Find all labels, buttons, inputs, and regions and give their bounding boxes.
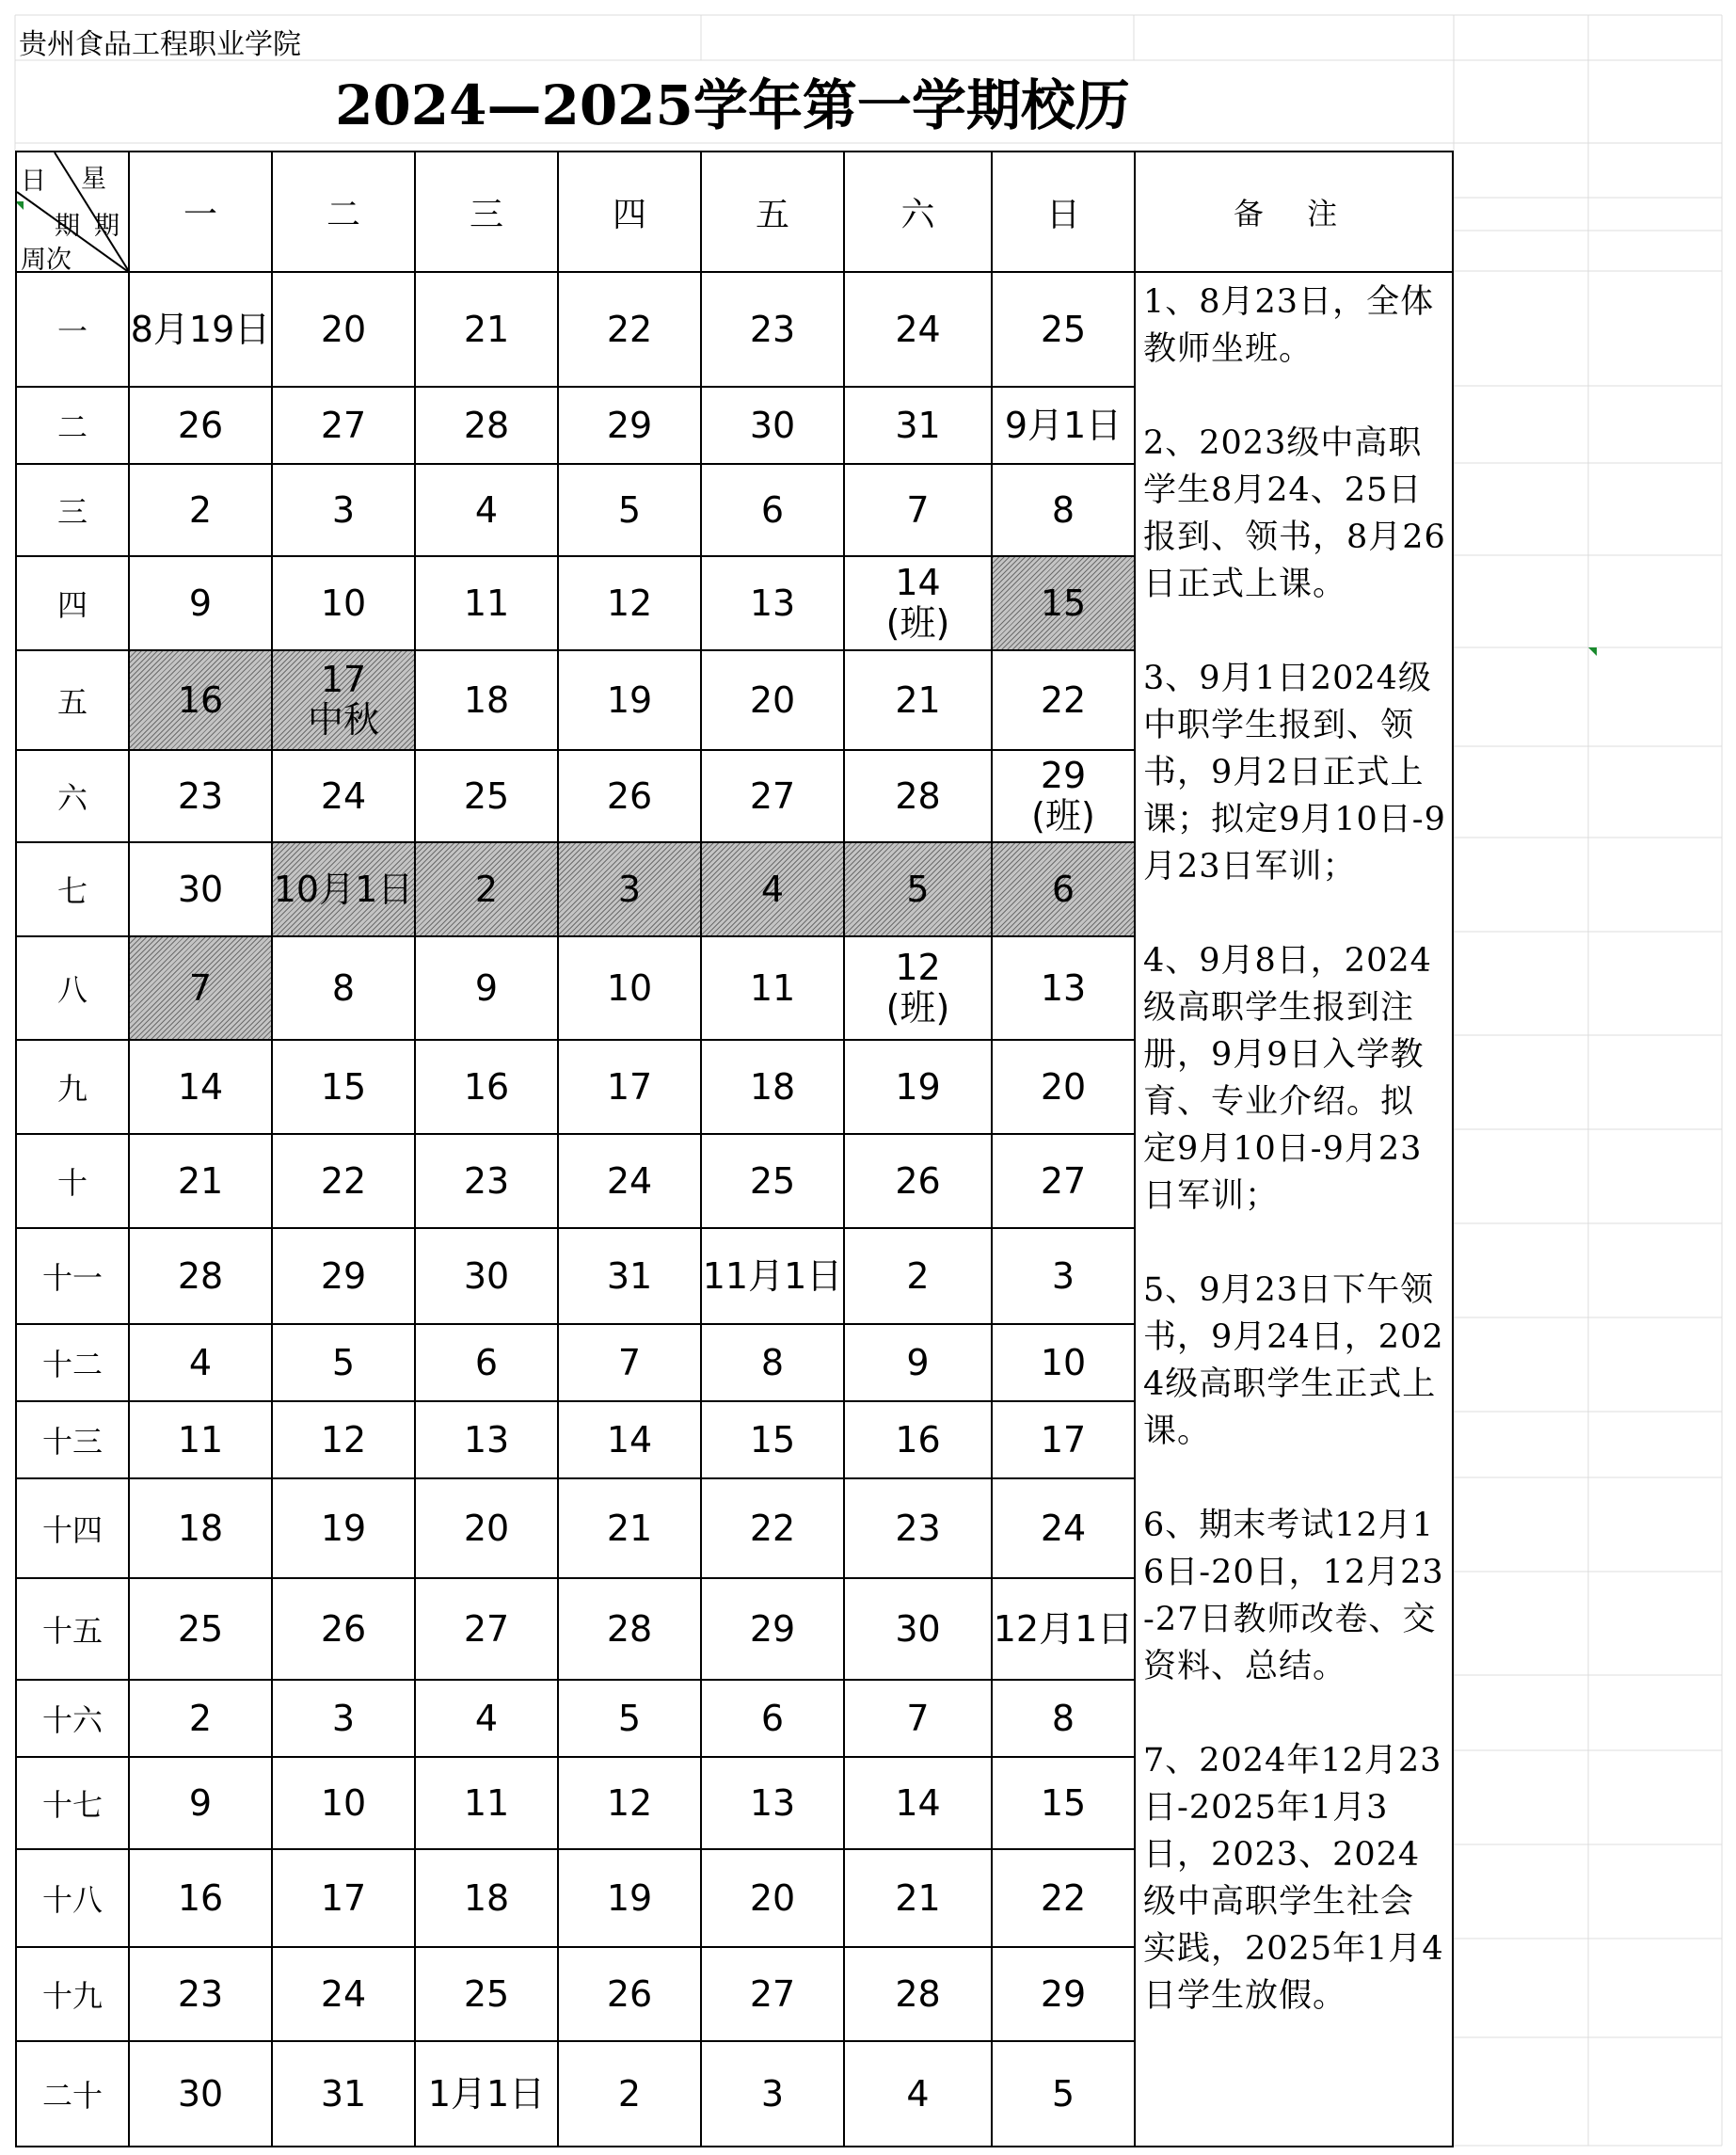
remarks-header: 备 注 (1135, 152, 1453, 272)
corner-zhouci: 周次 (21, 246, 72, 272)
day-cell: 16 (129, 1849, 272, 1947)
day-cell: 8 (272, 936, 415, 1040)
day-cell: 9月1日 (992, 387, 1135, 464)
day-cell: 11 (701, 936, 844, 1040)
day-cell: 2 (129, 1680, 272, 1757)
day-cell: 17 中秋 (272, 650, 415, 750)
day-cell: 14 (129, 1040, 272, 1134)
day-cell: 8月19日 (129, 272, 272, 387)
day-cell: 21 (129, 1134, 272, 1228)
week-number-cell: 六 (16, 750, 129, 842)
day-cell: 1月1日 (415, 2041, 558, 2147)
day-cell: 3 (272, 464, 415, 556)
day-cell: 11 (415, 1757, 558, 1849)
day-cell: 6 (701, 1680, 844, 1757)
day-cell: 2 (844, 1228, 992, 1324)
day-cell: 5 (558, 1680, 701, 1757)
day-cell: 13 (992, 936, 1135, 1040)
day-cell: 22 (701, 1478, 844, 1578)
day-cell: 20 (701, 650, 844, 750)
corner-qi-left: 期 (55, 212, 80, 241)
day-cell: 17 (558, 1040, 701, 1134)
day-cell: 2 (558, 2041, 701, 2147)
week-number-cell: 三 (16, 464, 129, 556)
day-cell: 3 (272, 1680, 415, 1757)
day-cell: 18 (129, 1478, 272, 1578)
day-cell: 23 (415, 1134, 558, 1228)
day-cell: 22 (992, 1849, 1135, 1947)
day-cell: 11月1日 (701, 1228, 844, 1324)
day-cell: 28 (415, 387, 558, 464)
day-cell: 11 (129, 1401, 272, 1478)
week-number-cell: 十三 (16, 1401, 129, 1478)
week-number-cell: 十五 (16, 1578, 129, 1680)
day-cell: 13 (701, 556, 844, 650)
day-cell: 16 (129, 650, 272, 750)
day-cell: 4 (701, 842, 844, 936)
day-cell: 14 (班) (844, 556, 992, 650)
day-cell: 3 (992, 1228, 1135, 1324)
day-cell: 4 (415, 464, 558, 556)
day-cell: 6 (701, 464, 844, 556)
day-cell: 12月1日 (992, 1578, 1135, 1680)
day-cell: 8 (992, 1680, 1135, 1757)
day-cell: 30 (844, 1578, 992, 1680)
day-cell: 4 (844, 2041, 992, 2147)
day-cell: 6 (415, 1324, 558, 1401)
day-cell: 5 (558, 464, 701, 556)
day-cell: 30 (701, 387, 844, 464)
weekday-header-fri: 五 (701, 152, 844, 272)
day-cell: 21 (844, 1849, 992, 1947)
day-cell: 20 (415, 1478, 558, 1578)
day-cell: 12 (558, 1757, 701, 1849)
day-cell: 25 (992, 272, 1135, 387)
weekday-header-thu: 四 (558, 152, 701, 272)
college-name: 贵州食品工程职业学院 (19, 28, 301, 61)
day-cell: 17 (272, 1849, 415, 1947)
weekday-header-mon: 一 (129, 152, 272, 272)
week-number-cell: 十四 (16, 1478, 129, 1578)
day-cell: 4 (415, 1680, 558, 1757)
day-cell: 27 (701, 750, 844, 842)
day-cell: 13 (701, 1757, 844, 1849)
week-number-cell: 十一 (16, 1228, 129, 1324)
day-cell: 23 (844, 1478, 992, 1578)
day-cell: 10 (992, 1324, 1135, 1401)
day-cell: 26 (558, 750, 701, 842)
day-cell: 29 (992, 1947, 1135, 2041)
week-number-cell: 一 (16, 272, 129, 387)
day-cell: 23 (129, 750, 272, 842)
day-cell: 15 (992, 556, 1135, 650)
day-cell: 20 (272, 272, 415, 387)
day-cell: 15 (992, 1757, 1135, 1849)
week-number-cell: 八 (16, 936, 129, 1040)
day-cell: 29 (701, 1578, 844, 1680)
day-cell: 29 (558, 387, 701, 464)
day-cell: 6 (992, 842, 1135, 936)
day-cell: 22 (992, 650, 1135, 750)
day-cell: 31 (272, 2041, 415, 2147)
day-cell: 22 (272, 1134, 415, 1228)
week-number-cell: 十六 (16, 1680, 129, 1757)
day-cell: 3 (558, 842, 701, 936)
remark-item: 7、2024年12月23日-2025年1月3日，2023、2024级中高职学生社会实践，2025年1月4日学生放假。 (1143, 1742, 1444, 2015)
day-cell: 19 (558, 1849, 701, 1947)
day-cell: 26 (129, 387, 272, 464)
day-cell: 27 (415, 1578, 558, 1680)
day-cell: 5 (992, 2041, 1135, 2147)
day-cell: 21 (844, 650, 992, 750)
week-number-cell: 十八 (16, 1849, 129, 1947)
week-number-cell: 二 (16, 387, 129, 464)
day-cell: 25 (129, 1578, 272, 1680)
day-cell: 27 (992, 1134, 1135, 1228)
weekday-header-wed: 三 (415, 152, 558, 272)
day-cell: 26 (844, 1134, 992, 1228)
day-cell: 18 (701, 1040, 844, 1134)
day-cell: 8 (701, 1324, 844, 1401)
week-row (16, 272, 1453, 387)
day-cell: 4 (129, 1324, 272, 1401)
day-cell: 29 (272, 1228, 415, 1324)
week-number-cell: 四 (16, 556, 129, 650)
day-cell: 23 (701, 272, 844, 387)
day-cell: 14 (844, 1757, 992, 1849)
day-cell: 10 (272, 556, 415, 650)
day-cell: 24 (558, 1134, 701, 1228)
day-cell: 20 (701, 1849, 844, 1947)
day-cell: 30 (415, 1228, 558, 1324)
day-cell: 14 (558, 1401, 701, 1478)
week-number-cell: 五 (16, 650, 129, 750)
weekday-header-tue: 二 (272, 152, 415, 272)
week-number-cell: 七 (16, 842, 129, 936)
day-cell: 27 (272, 387, 415, 464)
day-cell: 16 (844, 1401, 992, 1478)
day-cell: 30 (129, 2041, 272, 2147)
day-cell: 16 (415, 1040, 558, 1134)
day-cell: 19 (844, 1040, 992, 1134)
day-cell: 7 (844, 1680, 992, 1757)
day-cell: 26 (272, 1578, 415, 1680)
day-cell: 28 (558, 1578, 701, 1680)
day-cell: 27 (701, 1947, 844, 2041)
day-cell: 23 (129, 1947, 272, 2041)
day-cell: 25 (415, 1947, 558, 2041)
day-cell: 15 (272, 1040, 415, 1134)
day-cell: 9 (129, 556, 272, 650)
page-title: 2024—2025学年第一学期校历 (335, 73, 1130, 137)
day-cell: 15 (701, 1401, 844, 1478)
day-cell: 12 (558, 556, 701, 650)
day-cell: 9 (415, 936, 558, 1040)
day-cell: 7 (129, 936, 272, 1040)
day-cell: 7 (844, 464, 992, 556)
week-number-cell: 九 (16, 1040, 129, 1134)
day-cell: 24 (992, 1478, 1135, 1578)
day-cell: 7 (558, 1324, 701, 1401)
remarks-cell (1135, 272, 1453, 2147)
week-number-cell: 十 (16, 1134, 129, 1228)
day-cell: 9 (844, 1324, 992, 1401)
day-cell: 25 (701, 1134, 844, 1228)
day-cell: 28 (844, 1947, 992, 2041)
cell-marker-icon (1588, 647, 1597, 656)
day-cell: 11 (415, 556, 558, 650)
day-cell: 26 (558, 1947, 701, 2041)
day-cell: 21 (558, 1478, 701, 1578)
day-cell: 29 (班) (992, 750, 1135, 842)
day-cell: 21 (415, 272, 558, 387)
day-cell: 24 (844, 272, 992, 387)
remark-item: 1、8月23日，全体教师坐班。 (1143, 283, 1435, 368)
calendar-table (15, 151, 1454, 2147)
weekday-header-sat: 六 (844, 152, 992, 272)
day-cell: 30 (129, 842, 272, 936)
header-row (16, 152, 1453, 272)
day-cell: 5 (272, 1324, 415, 1401)
remark-item: 4、9月8日，2024级高职学生报到注册，9月9日入学教育、专业介绍。拟定9月10日-9月23日军训； (1143, 942, 1432, 1215)
day-cell: 31 (844, 387, 992, 464)
day-cell: 2 (415, 842, 558, 936)
day-cell: 10月1日 (272, 842, 415, 936)
day-cell: 9 (129, 1757, 272, 1849)
day-cell: 3 (701, 2041, 844, 2147)
day-cell: 22 (558, 272, 701, 387)
week-number-cell: 十二 (16, 1324, 129, 1401)
day-cell: 10 (558, 936, 701, 1040)
day-cell: 12 (272, 1401, 415, 1478)
day-cell: 12 (班) (844, 936, 992, 1040)
calendar-body (16, 272, 1453, 2147)
day-cell: 17 (992, 1401, 1135, 1478)
corner-header-cell (16, 152, 129, 272)
corner-qi-right: 期 (94, 212, 119, 241)
day-cell: 24 (272, 1947, 415, 2041)
day-cell: 19 (272, 1478, 415, 1578)
day-cell: 24 (272, 750, 415, 842)
day-cell: 8 (992, 464, 1135, 556)
day-cell: 13 (415, 1401, 558, 1478)
day-cell: 28 (129, 1228, 272, 1324)
day-cell: 18 (415, 650, 558, 750)
day-cell: 18 (415, 1849, 558, 1947)
remark-item: 2、2023级中高职学生8月24、25日报到、领书，8月26日正式上课。 (1143, 424, 1446, 603)
corner-ri: 日 (21, 167, 46, 196)
day-cell: 28 (844, 750, 992, 842)
corner-xing: 星 (81, 165, 106, 194)
remark-item: 6、期末考试12月16日-20日，12月23-27日教师改卷、交资料、总结。 (1143, 1507, 1444, 1685)
day-cell: 25 (415, 750, 558, 842)
day-cell: 31 (558, 1228, 701, 1324)
week-number-cell: 二十 (16, 2041, 129, 2147)
remark-item: 5、9月23日下午领书，9月24日，2024级高职学生正式上课。 (1143, 1271, 1444, 1450)
day-cell: 2 (129, 464, 272, 556)
week-number-cell: 十七 (16, 1757, 129, 1849)
day-cell: 19 (558, 650, 701, 750)
weekday-header-sun: 日 (992, 152, 1135, 272)
remark-item: 3、9月1日2024级中职学生报到、领书，9月2日正式上课；拟定9月10日-9月23日军训； (1143, 660, 1446, 886)
day-cell: 5 (844, 842, 992, 936)
day-cell: 20 (992, 1040, 1135, 1134)
week-number-cell: 十九 (16, 1947, 129, 2041)
day-cell: 10 (272, 1757, 415, 1849)
